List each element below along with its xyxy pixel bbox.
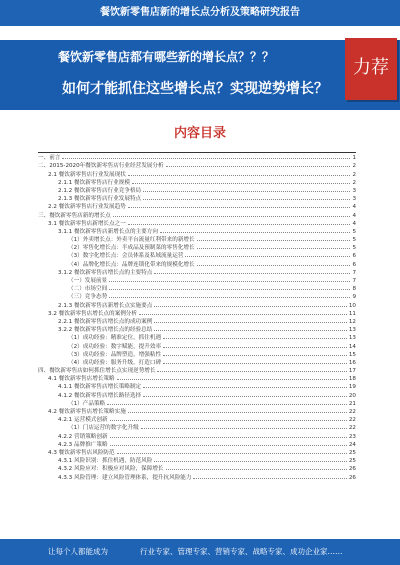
toc-item[interactable] (38, 382, 356, 390)
toc-item-text: 2.1.1 餐饮新零售店行业规模 (58, 179, 130, 186)
toc-leader-dots (128, 223, 351, 225)
toc-item-text: 4.1.1 餐饮新零售店增长策略制定 (58, 384, 142, 391)
toc-item[interactable] (38, 300, 356, 308)
toc-item[interactable] (38, 284, 356, 292)
toc-item[interactable] (38, 153, 356, 161)
toc-item[interactable] (38, 374, 356, 382)
toc-item[interactable] (38, 317, 356, 325)
toc-leader-dots (197, 239, 351, 241)
toc-item[interactable] (38, 276, 356, 284)
toc-item-page: 15 (348, 351, 356, 358)
toc-item-page: 25 (348, 449, 356, 456)
toc-item-page: 6 (352, 253, 356, 260)
toc-item-page: 16 (348, 359, 356, 366)
footer-slogan-right: 行业专家、管理专家、营销专家、战略专家、成功企业家…… (140, 547, 343, 556)
toc-item-page: 22 (348, 409, 356, 415)
toc-item[interactable] (38, 186, 356, 194)
toc-item[interactable] (38, 259, 356, 267)
toc-item[interactable] (38, 341, 356, 349)
toc-item-text: （二）市场空间 (68, 286, 108, 293)
toc-leader-dots (157, 370, 346, 372)
toc-leader-dots (166, 468, 347, 470)
toc-item-text: 4.2.1 运营模式创新 (58, 417, 108, 424)
toc-item-page: 25 (348, 458, 356, 465)
toc-leader-dots (109, 280, 350, 282)
toc-leader-dots (110, 444, 347, 446)
toc-item-page: 3 (352, 187, 356, 194)
bottom-banner (0, 539, 400, 565)
toc-item-page: 2 (352, 171, 356, 178)
toc-item-text: 4.2 餐饮新零售店增长策略实施 (48, 409, 126, 415)
toc-leader-dots (143, 395, 347, 397)
toc-item-page: 10 (348, 302, 356, 309)
toc-item[interactable] (38, 292, 356, 300)
toc-item-text: 3.1.2 餐饮新零售店增长点的主要特点 (58, 269, 153, 276)
toc-leader-dots (163, 354, 347, 356)
toc-item-page: 13 (348, 335, 356, 342)
toc-item-text: （1）外卖增长点：外卖平台流量红利带来的新增长 (68, 237, 195, 244)
toc-item-page: 5 (352, 237, 356, 244)
toc-item[interactable] (38, 309, 356, 317)
toc-item-page: 6 (352, 261, 356, 268)
toc-item-page: 26 (348, 474, 356, 481)
toc-leader-dots (143, 190, 350, 192)
toc-item[interactable] (38, 390, 356, 398)
toc-item-text: 2.1.3 餐饮新零售店行业发展特点 (58, 196, 142, 203)
toc-item[interactable] (38, 161, 356, 169)
toc-item[interactable] (38, 464, 356, 472)
toc-item-text: （4）品牌化增长点：品牌连锁化带来的规模化增长 (68, 261, 195, 268)
toc-item-text: 4.3.3 风险管理：建立风险管理体系，提升抗风险能力 (58, 474, 192, 481)
toc-item-page: 4 (352, 220, 356, 227)
toc-item-text: 4.1.2 餐饮新零售店增长路径选择 (58, 392, 142, 399)
toc-item-text: （4）成功经验：服务升级，打造口碑 (68, 359, 162, 366)
toc-leader-dots (154, 460, 347, 462)
toc-leader-dots (117, 378, 347, 380)
recommend-badge: 力荐 (345, 38, 397, 100)
toc-item[interactable] (38, 440, 356, 448)
toc-item-page: 1 (352, 155, 356, 162)
toc-item-text: 4.3.1 风险识别：抓住机遇，防范风险 (58, 458, 153, 465)
toc-item[interactable] (38, 366, 356, 374)
toc-item[interactable] (38, 227, 356, 235)
toc-item-text: 3.1 餐饮新零售店新增长点之一 (48, 220, 126, 227)
toc-item-page: 11 (348, 310, 356, 317)
toc-item-page: 14 (348, 343, 356, 350)
toc-leader-dots (117, 452, 347, 454)
toc-item-text: 3.2 餐饮新零售店增长点的案例分析 (48, 310, 137, 317)
toc-item-page: 22 (348, 417, 356, 424)
toc-item[interactable] (38, 350, 356, 358)
toc-leader-dots (154, 272, 350, 274)
toc-item[interactable] (38, 431, 356, 439)
toc-item-page: 12 (348, 318, 356, 325)
toc-leader-dots (141, 427, 347, 429)
toc-leader-dots (109, 296, 350, 298)
table-of-contents (38, 152, 356, 481)
toc-leader-dots (154, 329, 347, 331)
toc-item-page: 2 (352, 163, 356, 170)
toc-leader-dots (132, 182, 350, 184)
footer-slogan-left: 让每个人都能成为 (48, 547, 108, 556)
toc-leader-dots (197, 264, 351, 266)
toc-item[interactable] (38, 456, 356, 464)
toc-item-page: 23 (348, 433, 356, 440)
toc-item-text: （1）成功经验：精准定位，抓住机遇 (68, 335, 162, 342)
toc-item-text: （一）发展前景 (68, 278, 108, 284)
toc-item-page: 7 (352, 269, 356, 276)
toc-item-text: （三）竞争态势 (68, 294, 108, 301)
toc-item[interactable] (38, 202, 356, 210)
toc-item-text: 4.3.2 风险应对：积极应对风险，保障增长 (58, 466, 164, 473)
toc-item-page: 7 (352, 278, 356, 284)
toc-leader-dots (163, 346, 347, 348)
toc-leader-dots (128, 206, 351, 208)
toc-item[interactable] (38, 268, 356, 276)
toc-item-text: 4.2.3 品牌推广策略 (58, 441, 108, 448)
toc-item-text: 4.3 餐饮新零售店风险防范 (48, 449, 115, 456)
hero-banner (0, 40, 400, 110)
toc-leader-dots (139, 313, 347, 315)
toc-item-page: 13 (348, 327, 356, 334)
report-title: 餐饮新零售店新的增长点分析及策略研究报告 (100, 7, 300, 18)
toc-item-text: 4.1 餐饮新零售店增长策略 (48, 376, 115, 383)
toc-item-page: 9 (352, 294, 356, 301)
toc-item-page: 4 (352, 204, 356, 211)
toc-item-page: 24 (348, 441, 356, 448)
toc-item-page: 8 (352, 286, 356, 293)
toc-leader-dots (113, 215, 351, 217)
toc-leader-dots (163, 337, 347, 339)
toc-item-page: 26 (348, 466, 356, 473)
top-banner (0, 0, 400, 26)
toc-item-text: 3.1.1 餐饮新零售店新增长点的主要方向 (58, 228, 158, 235)
toc-leader-dots (109, 288, 350, 290)
toc-leader-dots (110, 436, 347, 438)
toc-item[interactable] (38, 219, 356, 227)
toc-item[interactable] (38, 235, 356, 243)
toc-leader-dots (163, 362, 347, 364)
toc-item[interactable] (38, 194, 356, 202)
toc-item-page: 5 (352, 245, 356, 252)
toc-item[interactable] (38, 169, 356, 177)
toc-item-text: 2.2 餐饮新零售店行业发展趋势 (48, 204, 126, 211)
hero-question-2: 如何才能抓住这些增长点？实现逆势增长？ (62, 81, 328, 97)
toc-item-text: 4.2.2 营销策略创新 (58, 433, 108, 440)
toc-leader-dots (160, 231, 351, 233)
toc-item-page: 5 (352, 228, 356, 235)
toc-item-page: 4 (352, 212, 356, 219)
toc-leader-dots (107, 403, 347, 405)
toc-item-text: （2）零售化增长点：半成品及预制菜的零售化增长 (68, 245, 195, 252)
toc-leader-dots (154, 305, 347, 307)
toc-leader-dots (128, 411, 347, 413)
toc-item-text: 2.1 餐饮新零售店行业发展现状 (48, 171, 126, 178)
toc-item[interactable] (38, 210, 356, 218)
toc-leader-dots (197, 247, 351, 249)
toc-item[interactable] (38, 243, 356, 251)
toc-item[interactable] (38, 407, 356, 415)
toc-item[interactable] (38, 448, 356, 456)
toc-item-text: 一、前言 (38, 155, 61, 162)
toc-item-text: （3）成功经验：品牌塑造，增强粘性 (68, 351, 162, 358)
toc-item-text: （3）数字化增长点：会员体系及私域流量运营 (68, 253, 184, 260)
toc-title: 内容目录 (173, 126, 226, 141)
toc-item-page: 17 (348, 368, 356, 375)
toc-item-page: 20 (348, 392, 356, 399)
toc-item-page: 2 (352, 179, 356, 186)
toc-item-page: 21 (348, 400, 356, 407)
toc-item-page: 22 (348, 425, 356, 432)
toc-item[interactable] (38, 399, 356, 407)
toc-item-text: （1）产品策略 (68, 400, 106, 407)
toc-leader-dots (110, 419, 347, 421)
toc-item[interactable] (38, 333, 356, 341)
toc-item[interactable] (38, 472, 356, 480)
toc-item-text: 3.2.2 餐饮新零售店增长点的经验总结 (58, 327, 153, 334)
toc-item-page: 18 (348, 376, 356, 383)
toc-leader-dots (193, 477, 346, 479)
toc-item[interactable] (38, 325, 356, 333)
toc-item-text: 三、餐饮新零售店新的增长点 (38, 212, 111, 219)
toc-leader-dots (128, 174, 351, 176)
toc-item-text: （2）成功经验：数字赋能，提升效率 (68, 343, 162, 350)
toc-leader-dots (143, 198, 350, 200)
toc-item-text: 四、餐饮新零售店如何抓住增长点实现逆势增长 (38, 368, 156, 375)
toc-leader-dots (62, 157, 350, 159)
toc-item-text: 二、2015-2020年餐饮新零售店行业经营发展分析 (38, 163, 164, 170)
toc-item-page: 19 (348, 384, 356, 391)
toc-leader-dots (185, 255, 350, 257)
toc-item-text: 2.1.2 餐饮新零售店行业竞争格局 (58, 187, 142, 194)
toc-leader-dots (154, 321, 347, 323)
toc-item[interactable] (38, 251, 356, 259)
toc-item[interactable] (38, 178, 356, 186)
toc-item-text: （1）门店运营的数字化升级 (68, 425, 139, 432)
hero-question-1: 餐饮新零售店都有哪些新的增长点？？？ (58, 50, 275, 64)
toc-leader-dots (143, 386, 347, 388)
toc-item-page: 3 (352, 196, 356, 203)
toc-item[interactable] (38, 423, 356, 431)
toc-item-text: 2.1.3 餐饮新零售店新增长点实施要点 (58, 302, 153, 309)
toc-item[interactable] (38, 415, 356, 423)
toc-item-text: 2.2.1 餐饮新零售店增长点的成功案例 (58, 318, 153, 325)
toc-item[interactable] (38, 358, 356, 366)
toc-leader-dots (166, 165, 351, 167)
